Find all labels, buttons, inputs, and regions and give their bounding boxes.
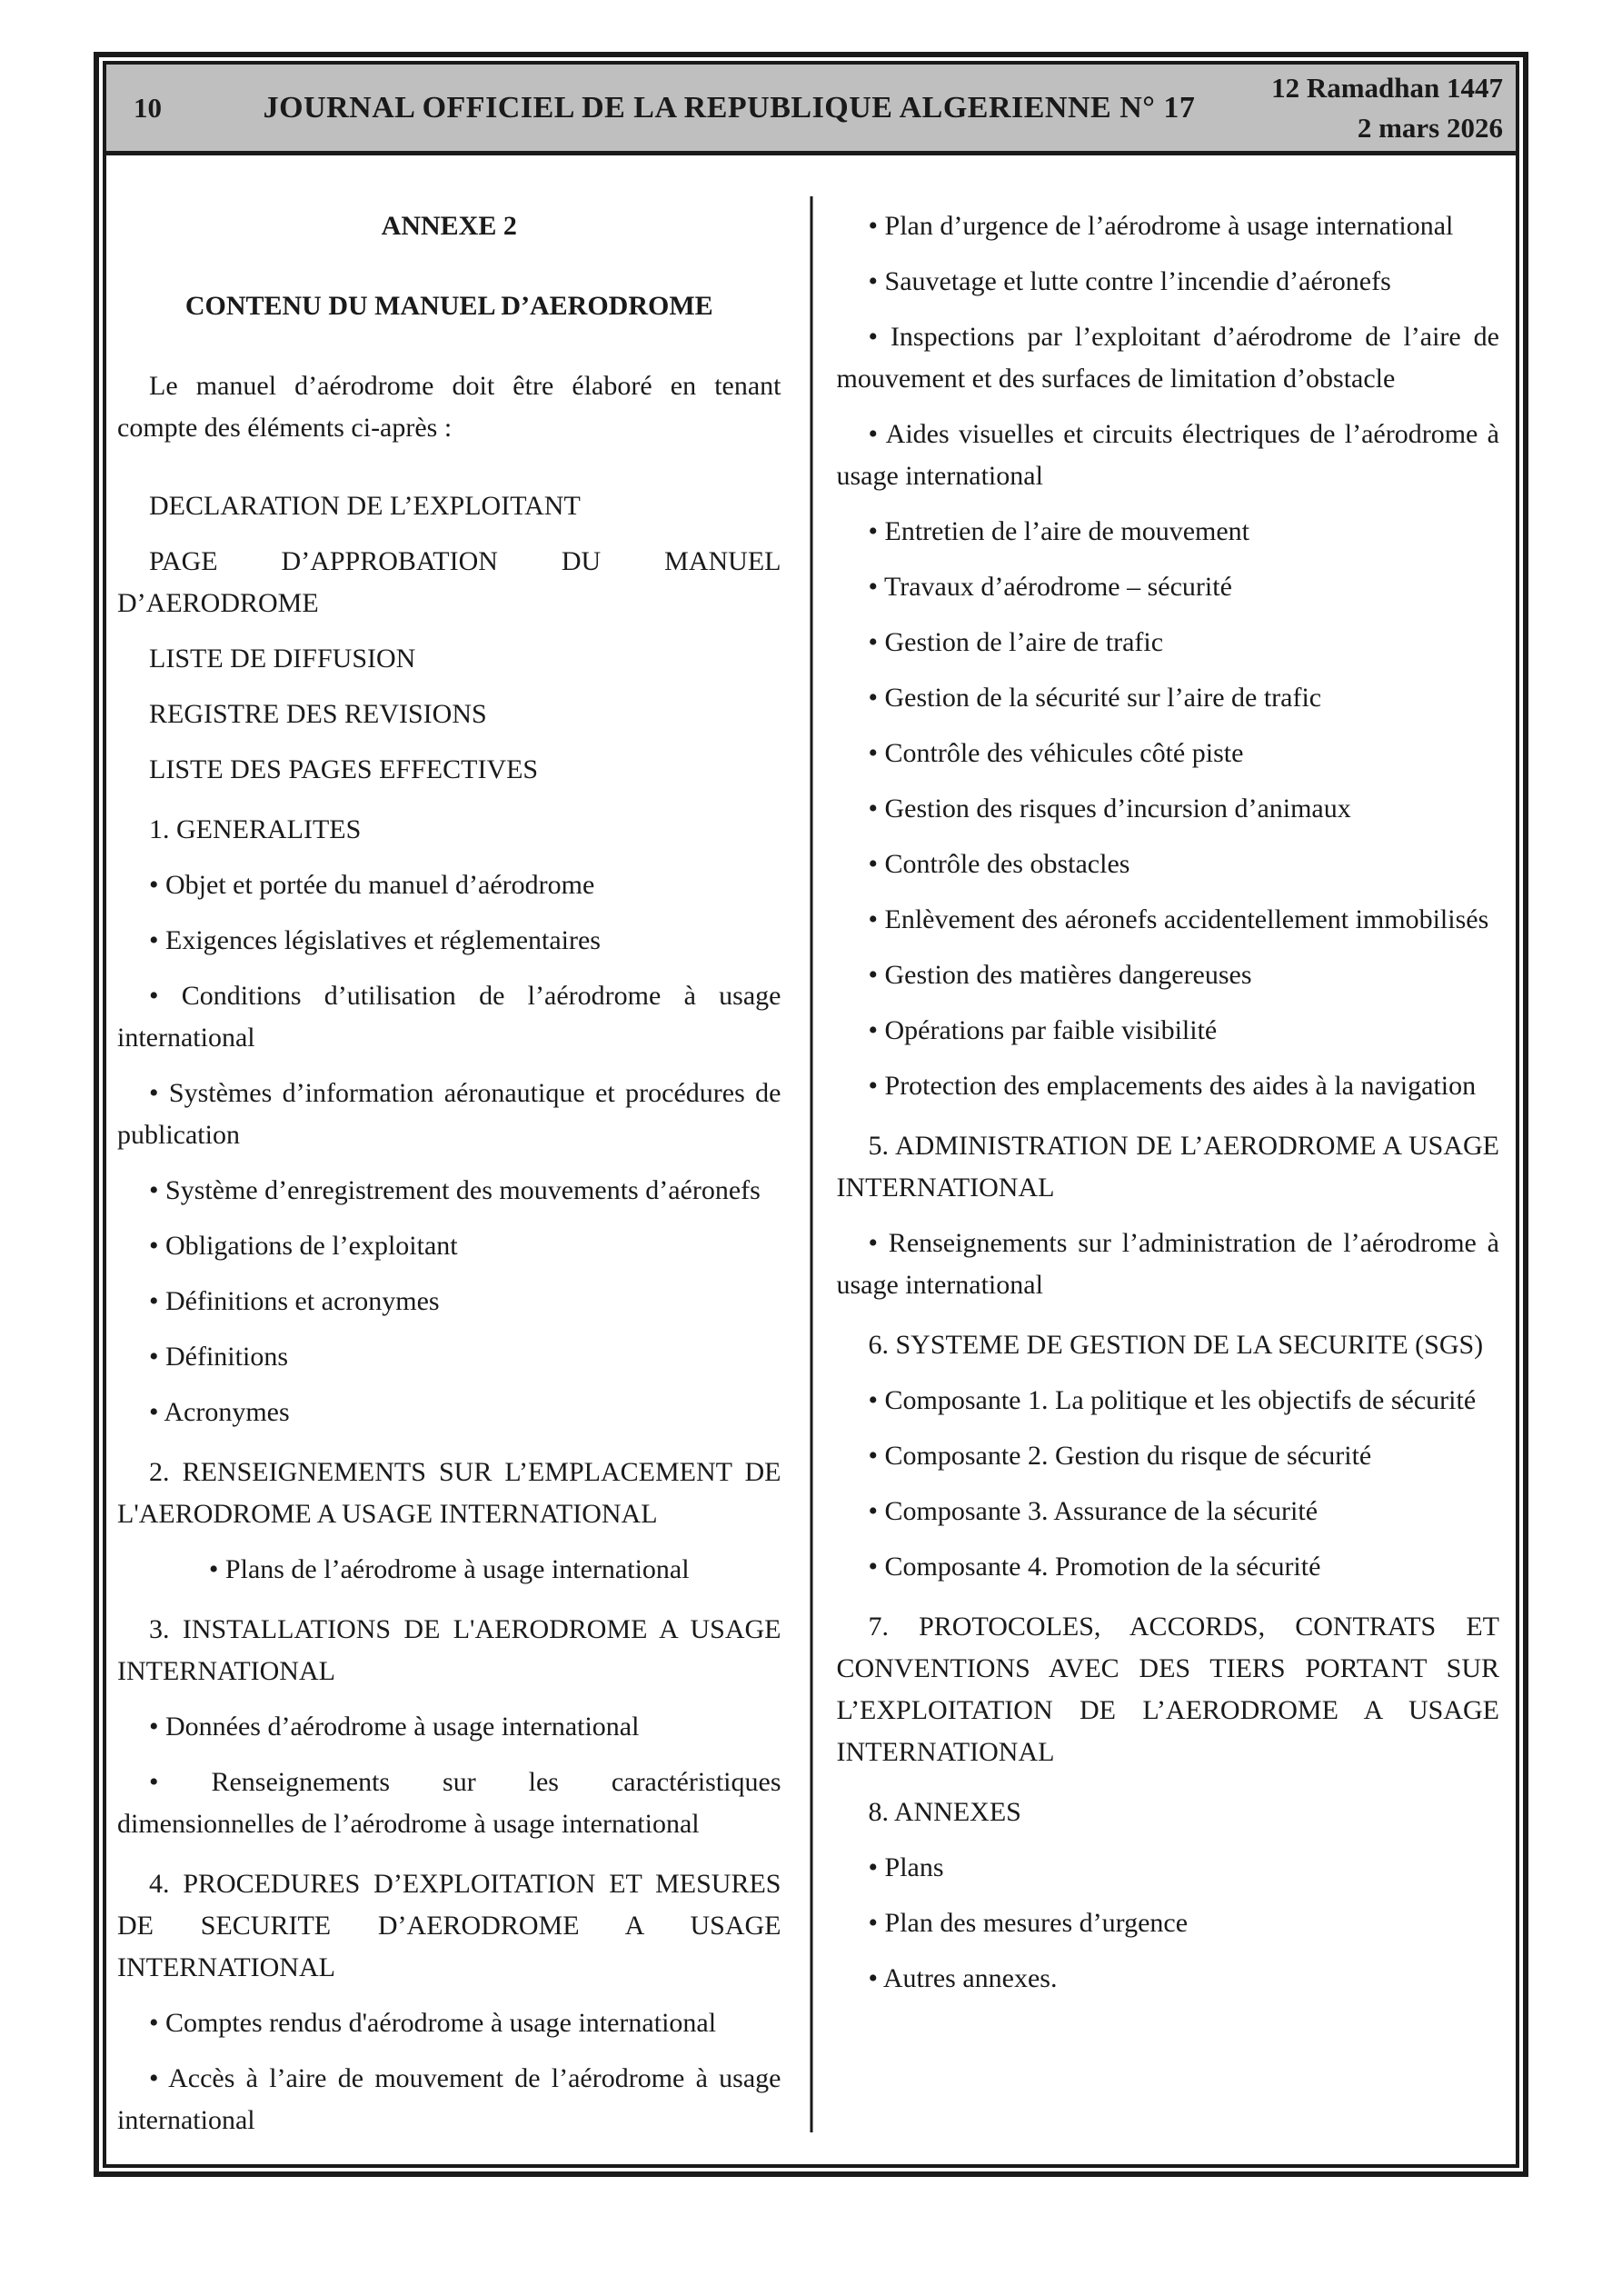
section-heading: ANNEXE 2 [381, 211, 517, 241]
page-content [106, 155, 1516, 2164]
toc-item: • Plan des mesures d’urgence [868, 1908, 1189, 1938]
toc-item: • Renseignements sur les caractéristiques dimensionnelles de l’aérodrome à usage international [117, 1767, 781, 1839]
toc-item: • Plan d’urgence de l’aérodrome à usage international [868, 211, 1454, 241]
section-heading: 2. RENSEIGNEMENTS SUR L’EMPLACEMENT DE L'AERODROME A USAGE INTERNATIONAL [117, 1457, 781, 1529]
toc-item: • Composante 2. Gestion du risque de sécurité [868, 1441, 1372, 1471]
intro-paragraph: Le manuel d’aérodrome doit être élaboré en tenant compte des éléments ci-après : [117, 371, 781, 443]
header-dates [1216, 68, 1516, 148]
toc-item: • Contrôle des véhicules côté piste [868, 738, 1244, 768]
toc-item: • Définitions et acronymes [149, 1286, 440, 1316]
section-heading: 7. PROTOCOLES, ACCORDS, CONTRATS ET CONVENTIONS AVEC DES TIERS PORTANT SUR L’EXPLOITATION DE L’AERODROME A USAGE INTERNATIONAL [836, 1612, 1499, 1767]
section-heading: 6. SYSTEME DE GESTION DE LA SECURITE (SGS) [868, 1330, 1484, 1360]
toc-item: • Plans de l’aérodrome à usage international [208, 1554, 690, 1584]
toc-item: • Composante 1. La politique et les objectifs de sécurité [868, 1385, 1477, 1415]
section-heading: 3. INSTALLATIONS DE L'AERODROME A USAGE INTERNATIONAL [117, 1614, 781, 1686]
toc-item: • Gestion des risques d’incursion d’animaux [868, 794, 1351, 824]
toc-item: • Accès à l’aire de mouvement de l’aérodrome à usage international [117, 2063, 781, 2135]
column-divider [810, 196, 812, 2132]
front-matter-item: LISTE DES PAGES EFFECTIVES [149, 754, 539, 784]
page-frame-inner [103, 61, 1519, 2168]
toc-item: • Composante 3. Assurance de la sécurité [868, 1496, 1318, 1526]
date-hijri: 12 Ramadhan 1447 [1271, 71, 1503, 104]
toc-item: • Plans [868, 1852, 944, 1882]
toc-item: • Opérations par faible visibilité [868, 1015, 1218, 1045]
toc-item: • Aides visuelles et circuits électriques de l’aérodrome à usage international [836, 419, 1499, 491]
toc-item: • Système d’enregistrement des mouvements d’aéronefs [149, 1175, 761, 1205]
toc-item: • Contrôle des obstacles [868, 849, 1130, 879]
page-number: 10 [134, 91, 162, 124]
front-matter-item: PAGE D’APPROBATION DU MANUEL D’AERODROME [117, 546, 781, 618]
toc-item: • Gestion des matières dangereuses [868, 960, 1252, 990]
toc-item: • Protection des emplacements des aides à la navigation [868, 1071, 1477, 1101]
section-heading: 5. ADMINISTRATION DE L’AERODROME A USAGE INTERNATIONAL [836, 1131, 1499, 1203]
front-matter-item: REGISTRE DES REVISIONS [149, 699, 487, 729]
toc-item: • Objet et portée du manuel d’aérodrome [149, 870, 595, 900]
page-frame [94, 52, 1528, 2177]
section-heading: 1. GENERALITES [149, 814, 362, 844]
section-heading: 4. PROCEDURES D’EXPLOITATION ET MESURES DE SECURITE D’AERODROME A USAGE INTERNATIONAL [117, 1869, 781, 1982]
toc-item: • Définitions [149, 1342, 288, 1372]
toc-item: • Obligations de l’exploitant [149, 1231, 458, 1261]
toc-item: • Gestion de l’aire de trafic [868, 627, 1164, 657]
toc-item: • Exigences législatives et réglementaires [149, 925, 601, 955]
toc-item: • Renseignements sur l’administration de l’aérodrome à usage international [836, 1228, 1499, 1300]
toc-item: • Données d’aérodrome à usage international [149, 1712, 640, 1742]
toc-item: • Autres annexes. [868, 1963, 1058, 1993]
toc-item: • Enlèvement des aéronefs accidentellement immobilisés [868, 904, 1489, 934]
toc-item: • Inspections par l’exploitant d’aérodrome de l’aire de mouvement et des surfaces de limitation d’obstacle [836, 322, 1499, 394]
right-column [811, 155, 1517, 2164]
date-gregorian: 2 mars 2026 [1357, 111, 1503, 144]
toc-item: • Sauvetage et lutte contre l’incendie d’aéronefs [868, 266, 1391, 296]
toc-item: • Travaux d’aérodrome – sécurité [868, 572, 1232, 602]
toc-item: • Composante 4. Promotion de la sécurité [868, 1552, 1321, 1582]
toc-item: • Conditions d’utilisation de l’aérodrome à usage international [117, 981, 781, 1053]
section-heading: 8. ANNEXES [868, 1797, 1021, 1827]
toc-item: • Comptes rendus d'aérodrome à usage international [149, 2008, 717, 2038]
journal-title: JOURNAL OFFICIEL DE LA REPUBLIQUE ALGERIENNE N° 17 [263, 90, 1196, 125]
toc-item: • Entretien de l’aire de mouvement [868, 516, 1250, 546]
section-heading: CONTENU DU MANUEL D’AERODROME [184, 291, 713, 321]
front-matter-item: DECLARATION DE L’EXPLOITANT [149, 491, 581, 521]
toc-item: • Gestion de la sécurité sur l’aire de trafic [868, 683, 1322, 713]
toc-item: • Acronymes [149, 1397, 290, 1427]
page-header [106, 65, 1516, 155]
left-column [106, 155, 811, 2164]
front-matter-item: LISTE DE DIFFUSION [149, 644, 416, 674]
toc-item: • Systèmes d’information aéronautique et procédures de publication [117, 1078, 781, 1150]
